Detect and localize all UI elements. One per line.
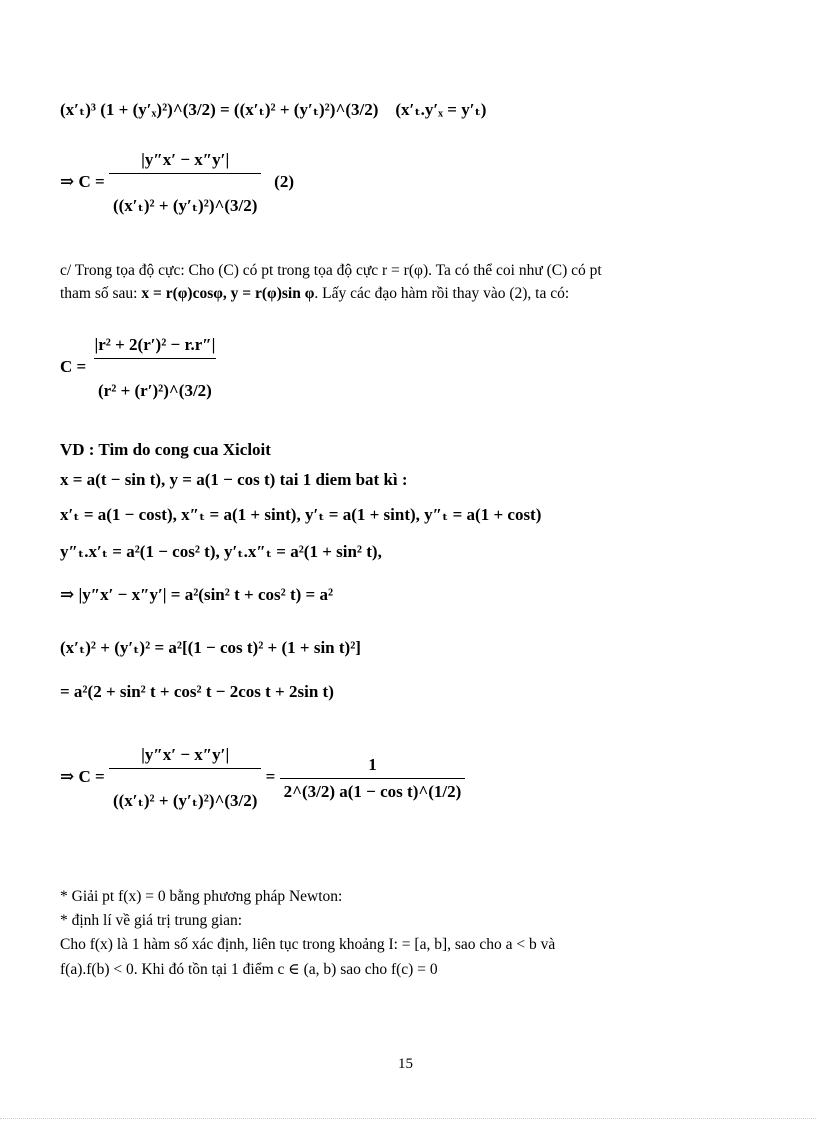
- polar-intro-text: tham số sau:: [60, 285, 138, 302]
- formula-chain-rule: [60, 100, 486, 120]
- example-products: y″ₜ.x′ₜ = a²(1 − cos² t), y′ₜ.x″ₜ = a²(1 + sin² t),: [60, 542, 382, 561]
- formula-final-fraction-2: [280, 755, 466, 802]
- formula-curvature: [60, 150, 294, 216]
- formula-polar-denominator: (r² + (r′)²)^(3/2): [94, 358, 216, 401]
- formula-final-numerator: |y″x′ − x″y′|: [141, 745, 230, 764]
- example-derivatives: x′ₜ = a(1 − cost), x″ₜ = a(1 + sint), y′ₜ = a(1 + sint), y″ₜ = a(1 + cost): [60, 505, 542, 524]
- formula-polar-prefix: C =: [60, 356, 87, 376]
- formula-final-denominator-2: 2^(3/2) a(1 − cos t)^(1/2): [280, 778, 466, 802]
- example-sum-squares: (x′ₜ)² + (y′ₜ)² = a²[(1 − cos t)² + (1 + sin t)²]: [60, 638, 361, 657]
- ivt-statement-line-2: f(a).f(b) < 0. Khi đó tồn tại 1 điểm c ∈ (a, b) sao cho f(c) = 0: [60, 961, 438, 978]
- ivt-heading: * định lí về giá trị trung gian:: [60, 912, 243, 929]
- polar-intro-line-2: [60, 285, 569, 303]
- example-heading: VD : Tim do cong cua Xicloit: [60, 440, 271, 459]
- formula-final-curvature: [60, 745, 465, 811]
- formula-curvature-numerator: |y″x′ − x″y′|: [141, 150, 230, 169]
- formula-final-equals: =: [265, 766, 276, 786]
- formula-chain-rule-lhs: (x′ₜ)³ (1 + (y′ₓ)²)^(3/2) = ((x′ₜ)² + (y′ₜ)²)^(3/2): [60, 100, 379, 119]
- page-bottom-divider: [0, 1118, 816, 1119]
- formula-curvature-label: (2): [274, 171, 294, 191]
- formula-final-prefix: ⇒ C =: [60, 766, 105, 786]
- page-number: 15: [398, 1056, 413, 1072]
- polar-param-equations: x = r(φ)cosφ, y = r(φ)sin φ: [141, 285, 315, 302]
- formula-polar-curvature: [60, 335, 219, 401]
- polar-intro-line-1: c/ Trong tọa độ cực: Cho (C) có pt trong tọa độ cực r = r(φ). Ta có thể coi như (C) có pt: [60, 262, 602, 279]
- example-expanded: = a²(2 + sin² t + cos² t − 2cos t + 2sin t): [60, 682, 334, 701]
- example-abs-difference: ⇒ |y″x′ − x″y′| = a²(sin² t + cos² t) = a²: [60, 585, 334, 604]
- formula-final-fraction-1: [109, 745, 261, 811]
- formula-curvature-fraction: [109, 150, 261, 216]
- formula-chain-rule-condition: (x′ₜ.y′ₓ = y′ₜ): [395, 100, 487, 119]
- formula-curvature-prefix: ⇒ C =: [60, 171, 105, 191]
- formula-final-denominator: ((x′ₜ)² + (y′ₜ)²)^(3/2): [109, 768, 261, 811]
- formula-final-numerator-2: 1: [368, 754, 377, 774]
- polar-intro-tail: . Lấy các đạo hàm rồi thay vào (2), ta có:: [314, 285, 570, 302]
- ivt-statement-line-1: Cho f(x) là 1 hàm số xác định, liên tục trong khoảng I: = [a, b], sao cho a < b và: [60, 936, 556, 953]
- formula-curvature-denominator: ((x′ₜ)² + (y′ₜ)²)^(3/2): [109, 173, 261, 216]
- newton-method-heading: * Giải pt f(x) = 0 bằng phương pháp Newton:: [60, 888, 343, 905]
- example-cycloid-equation: x = a(t − sin t), y = a(1 − cos t) tai 1 diem bat kì :: [60, 470, 408, 489]
- formula-polar-fraction: [90, 335, 219, 401]
- formula-polar-numerator: |r² + 2(r′)² − r.r″|: [94, 335, 216, 354]
